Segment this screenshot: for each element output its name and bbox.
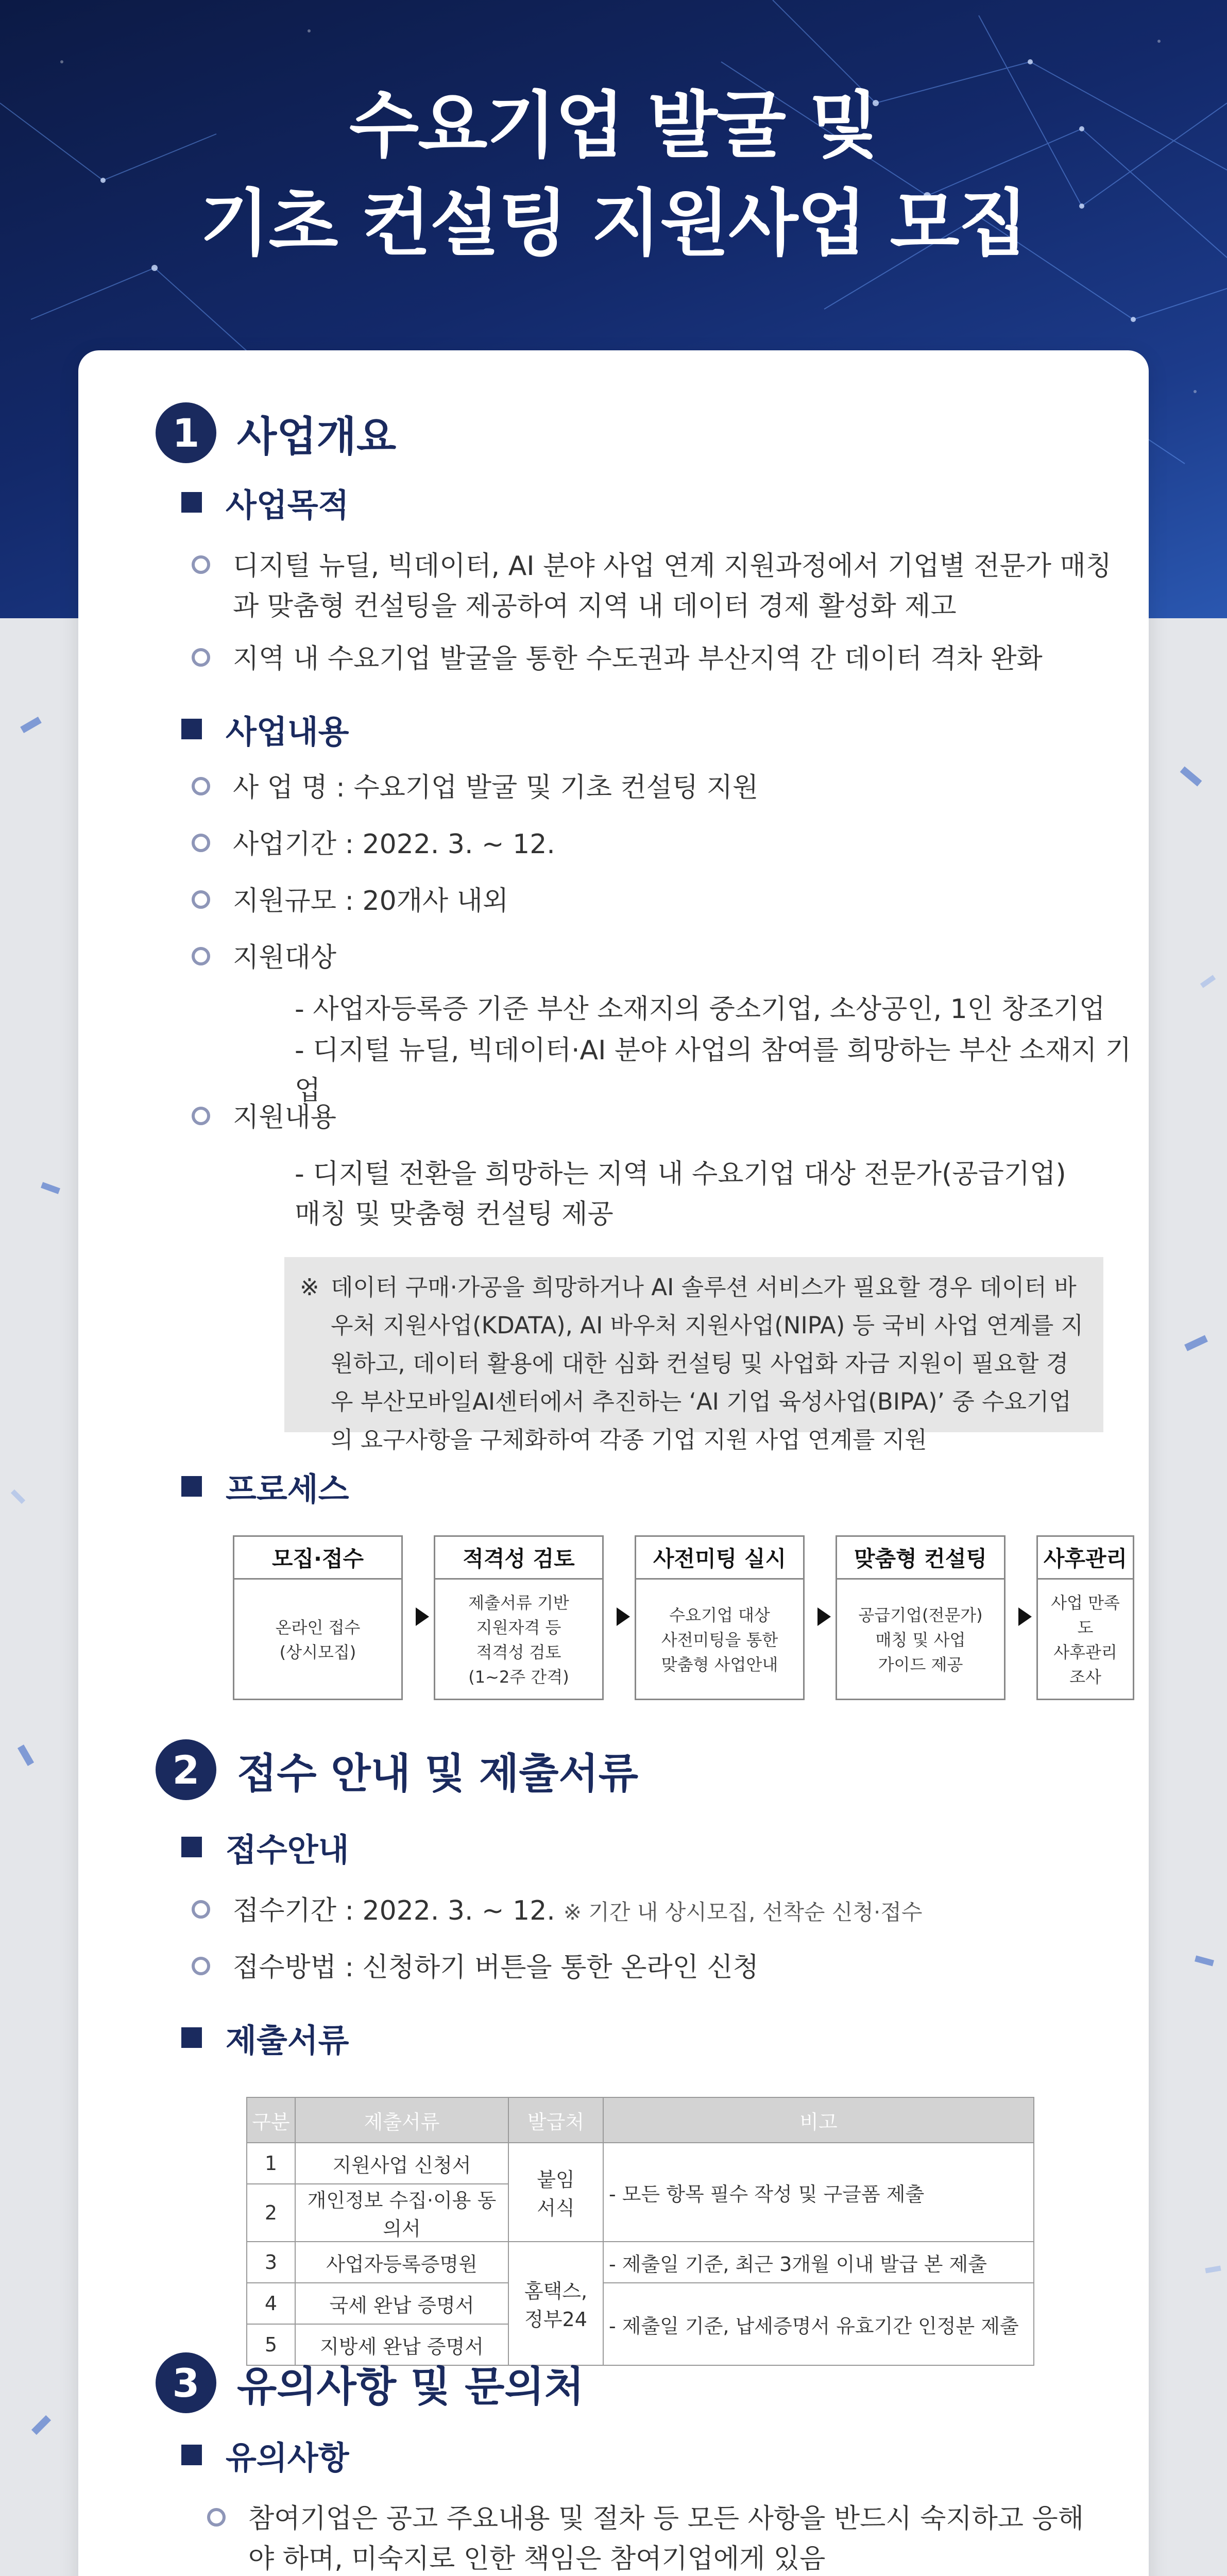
process-step-body: 제출서류 기반 지원자격 등 적격성 검토 (1~2주 간격) [468,1593,569,1687]
subsection-title: 제출서류 [226,2021,349,2059]
table-header-row [247,2097,1034,2143]
content-header [181,706,349,752]
period-note: ※ 기간 내 상시모집, 선착순 신청·접수 [563,1900,923,1925]
square-bullet-icon [181,492,202,513]
table-row: 3 사업자등록증명원 홈택스, 정부24 - 제출일 기준, 최근 3개월 이내 발급 본 제출 [247,2242,1034,2283]
circle-bullet-icon [192,890,210,909]
section-number-badge: 1 [156,402,216,463]
section-title: 접수 안내 및 제출서류 [237,1749,639,1798]
remark-cell: - 제출일 기준, 납세증명서 유효기간 인정분 제출 [603,2283,1034,2365]
process-step [233,1535,403,1700]
circle-bullet-icon [192,777,210,795]
process-header [181,1463,349,1510]
circle-bullet-icon [207,2508,226,2527]
circle-bullet-icon [192,555,210,574]
arrow-right-icon [1018,1607,1032,1626]
square-bullet-icon [181,719,202,739]
process-step [434,1535,604,1700]
section-1-header [156,399,396,466]
square-bullet-icon [181,1476,202,1497]
circle-bullet-icon [192,648,210,667]
target-item: - 사업자등록증 기준 부산 소재지의 중소기업, 소상공인, 1인 창조기업 [295,994,1105,1025]
purpose-item [192,639,1129,679]
process-step-body: 수요기업 대상 사전미팅을 통한 맞춤형 사업안내 [661,1605,778,1674]
content-scale: 지원규모 : 20개사 내외 [192,881,1129,921]
subsection-title: 프로세스 [226,1470,349,1508]
square-bullet-icon [181,2445,202,2465]
issuer-cell: 붙임 서식 [508,2143,603,2242]
subsection-title: 유의사항 [226,2438,349,2477]
square-bullet-icon [181,1837,202,1857]
section-title: 유의사항 및 문의처 [237,2362,584,2411]
circle-bullet-icon [192,834,210,852]
arrow-right-icon [617,1607,630,1626]
circle-bullet-icon [192,947,210,965]
column-header: 발급처 [508,2097,603,2143]
documents-header [181,2014,349,2061]
content-card [78,350,1149,2576]
section-title: 사업개요 [237,412,397,461]
section-number-badge: 2 [156,1739,216,1800]
process-step-title: 사후관리 [1038,1537,1133,1580]
note-mark: ※ [300,1274,319,1301]
column-header: 제출서류 [295,2097,508,2143]
documents-table [246,2097,1034,2366]
process-step-body: 공급기업(전문가) 매칭 및 사업 가이드 제공 [858,1605,983,1674]
square-bullet-icon [181,2027,202,2048]
process-step-title: 맞춤형 컨설팅 [837,1537,1004,1580]
purpose-header [181,479,349,526]
reception-header [181,1824,349,1870]
content-target-label: 지원대상 [192,938,1129,978]
column-header: 비고 [603,2097,1034,2143]
table-row: 1 지원사업 신청서 붙임 서식 - 모든 항목 필수 작성 및 구글폼 제출 [247,2143,1034,2184]
issuer-cell: 홈택스, 정부24 [508,2242,603,2365]
support-item: - 디지털 전환을 희망하는 지역 내 수요기업 대상 전문가(공급기업) 매칭 및 맞춤형 컨설팅 제공 [295,1159,1066,1230]
subsection-title: 사업목적 [226,486,349,524]
circle-bullet-icon [192,1957,210,1975]
table-row: 5 지방세 완납 증명서 [247,2324,1034,2365]
arrow-right-icon [817,1607,831,1626]
circle-bullet-icon [192,1900,210,1919]
content-period: 사업기간 : 2022. 3. ~ 12. [192,824,1129,865]
circle-bullet-icon [192,1107,210,1125]
table-row: 4 국세 완납 증명서 - 제출일 기준, 납세증명서 유효기간 인정분 제출 [247,2283,1034,2324]
purpose-item [192,546,1129,626]
section-number-badge: 3 [156,2352,216,2413]
reception-method: 접수방법 : 신청하기 버튼을 통한 온라인 신청 [192,1947,1129,1988]
bullet-text: 디지털 뉴딜, 빅데이터, AI 분야 사업 연계 지원과정에서 기업별 전문가 매칭과 맞춤형 컨설팅을 제공하여 지역 내 데이터 경제 활성화 제고 [233,551,1112,622]
subsection-title: 사업내용 [226,713,349,751]
process-step-body: 사업 만족도 사후관리 조사 [1051,1593,1120,1687]
process-step [836,1535,1006,1700]
process-step [1036,1535,1134,1700]
caution-header [181,2432,349,2478]
process-step [635,1535,805,1700]
process-step-title: 적격성 검토 [435,1537,602,1580]
title-line-2: 기초 컨설팅 지원사업 모집 [200,182,1027,266]
bullet-text: 지역 내 수요기업 발굴을 통한 수도권과 부산지역 간 데이터 격차 완화 [233,643,1043,674]
title-line-1: 수요기업 발굴 및 [349,84,878,168]
section-3-header [156,2349,584,2416]
table-row: 2 개인정보 수집·이용 동의서 [247,2184,1034,2242]
content-support-label: 지원내용 [192,1097,1129,1138]
process-step-body: 온라인 접수 (상시모집) [275,1618,361,1662]
note-text: 데이터 구매·가공을 희망하거나 AI 솔루션 서비스가 필요할 경우 데이터 바우처 지원사업(KDATA), AI 바우처 지원사업(NIPA) 등 국비 사업 연계를 지원하고, 데이터 활용에 대한 심화 컨설팅 및 사업화 자금 지원이 필요할 경우 부산모바일AI센터에서 추진하는 ‘AI 기업 육성사업(BIPA)’ 중 수요기업의 요구사항을 구체화하여 각종 기업 지원 사업 연계를 지원 [331,1274,1084,1453]
caution-item: 참여기업은 공고 주요내용 및 절차 등 모든 사항을 반드시 숙지하고 응해야 하며, 미숙지로 인한 책임은 참여기업에게 있음 [207,2499,1109,2576]
arrow-right-icon [416,1607,429,1626]
column-header: 구분 [247,2097,295,2143]
page-title [0,77,1227,273]
process-step-title: 사전미팅 실시 [636,1537,803,1580]
note-box [284,1257,1103,1453]
remark-cell: - 제출일 기준, 최근 3개월 이내 발급 본 제출 [603,2242,1034,2283]
remark-cell: - 모든 항목 필수 작성 및 구글폼 제출 [603,2143,1034,2242]
content-name: 사 업 명 : 수요기업 발굴 및 기초 컨설팅 지원 [192,768,1129,808]
target-item: - 디지털 뉴딜, 빅데이터·AI 분야 사업의 참여를 희망하는 부산 소재지 기업 [295,1035,1132,1106]
process-step-title: 모집·접수 [234,1537,401,1580]
reception-period: 접수기간 : 2022. 3. ~ 12. ※ 기간 내 상시모집, 선착순 신청·접수 [192,1891,1129,1933]
subsection-title: 접수안내 [226,1831,349,1869]
section-2-header [156,1736,638,1803]
